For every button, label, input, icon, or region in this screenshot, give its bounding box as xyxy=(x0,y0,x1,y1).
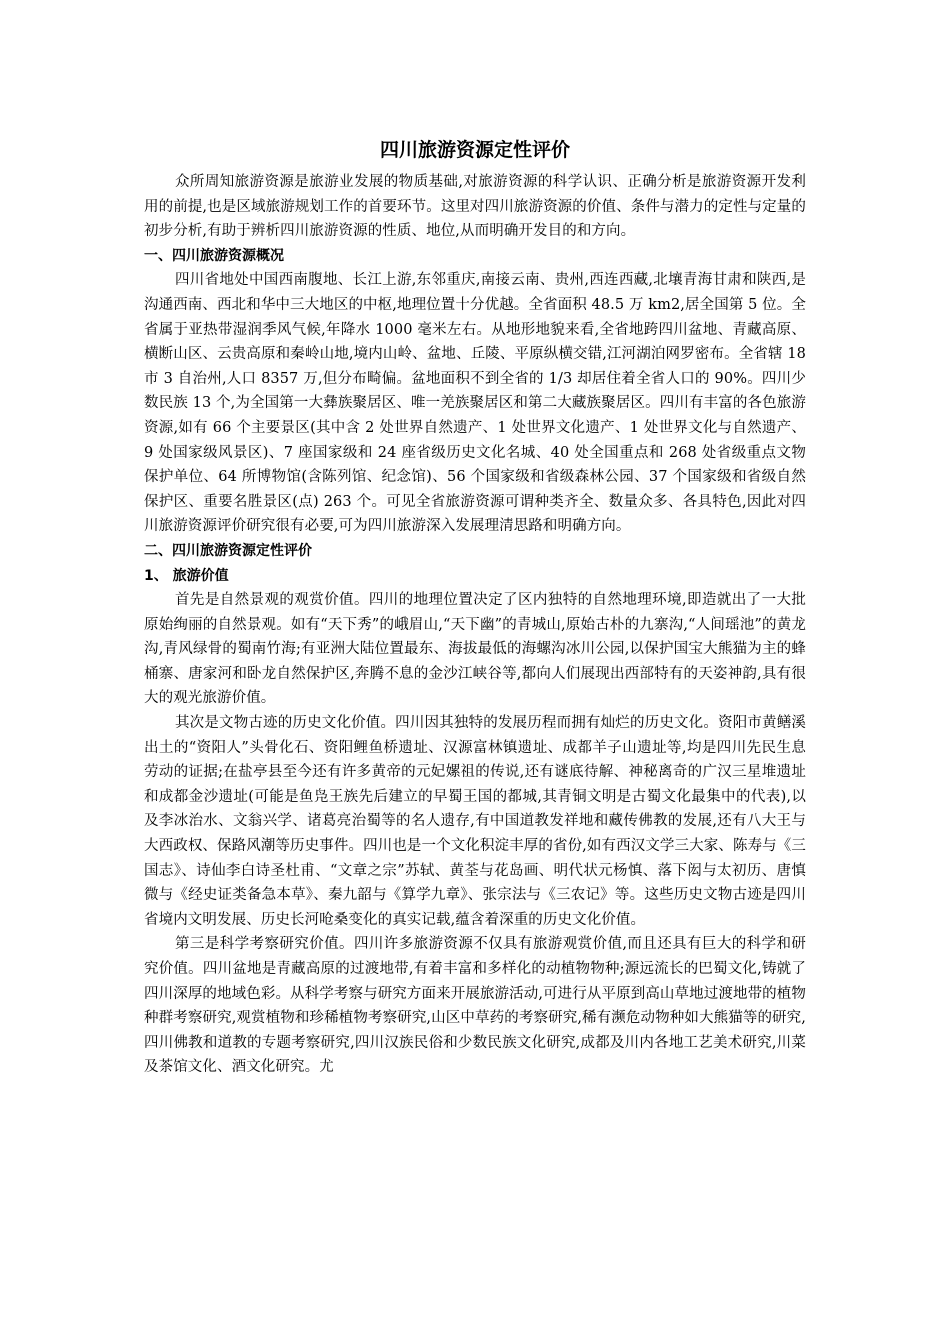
intro-paragraph: 众所周知旅游资源是旅游业发展的物质基础,对旅游资源的科学认识、正确分析是旅游资源开发利用的前提,也是区域旅游规划工作的首要环节。这里对四川旅游资源的价值、条件与潜力的定性与定量的初步分析,有助于辨析四川旅游资源的性质、地位,从而明确开发目的和方向。 xyxy=(144,174,806,240)
document-page xyxy=(144,136,806,1080)
section-2-paragraph-natural: 首先是自然景观的观赏价值。四川的地理位置决定了区内独特的自然地理环境,即造就出了一大批原始绚丽的自然景观。如有“天下秀”的峨眉山,“天下幽”的青城山,原始古朴的九寨沟,“人间瑶池”的黄龙沟,青风绿骨的蜀南竹海;有亚洲大陆位置最东、海拔最低的海螺沟冰川公园,以保护国宝大熊猫为主的蜂桶寨、唐家河和卧龙自然保护区,奔腾不息的金沙江峡谷等,都向人们展现出西部特有的天姿神韵,具有很大的观光旅游价值。 xyxy=(144,592,806,707)
document-title: 四川旅游资源定性评价 xyxy=(379,139,570,161)
section-2-paragraph-history: 其次是文物古迹的历史文化价值。四川因其独特的发展历程而拥有灿烂的历史文化。资阳市黄鳝溪出土的“资阳人”头骨化石、资阳鲤鱼桥遗址、汉源富林镇遗址、成都羊子山遗址等,均是四川先民生息劳动的证据;在盐亭县至今还有许多黄帝的元妃嫘祖的传说,还有谜底待解、神秘离奇的广汉三星堆遗址和成都金沙遗址(可能是鱼凫王族先后建立的早蜀王国的都城,其青铜文明是古蜀文化最集中的代表),以及李冰治水、文翁兴学、诸葛亮治蜀等的名人遗存,有中国道教发祥地和藏传佛教的发展,还有八大王与大西政权、保路风潮等历史事件。四川也是一个文化积淀丰厚的省份,如有西汉文学三大家、陈寿与《三国志》、诗仙李白诗圣杜甫、“文章之宗”苏轼、黄荃与花岛画、明代状元杨慎、落下闳与太初历、唐慎微与《经史证类备急本草》、秦九韶与《算学九章》、张宗法与《三农记》等。这些历史文物古迹是四川省境内文明发展、历史长河呛桑变化的真实记载,蕴含着深重的历史文化价值。 xyxy=(144,715,806,928)
section-1-paragraph: 四川省地处中国西南腹地、长江上游,东邻重庆,南接云南、贵州,西连西藏,北壤青海甘肃和陕西,是沟通西南、西北和华中三大地区的中枢,地理位置十分优越。全省面积 48.5 万 km2,居全国第 5 位。全省属于亚热带湿润季风气候,年降水 1000 毫米左右。从地形地貌来看,全省地跨四川盆地、青藏高原、横断山区、云贵高原和秦岭山地,境内山岭、盆地、丘陵、平原纵横交错,江河湖泊网罗密布。全省辖 18 市 3 自治州,人口 8357 万,但分布畸偏。盆地面积不到全省的 1/3 却居住着全省人口的 90%。四川少数民族 13 个,为全国第一大彝族聚居区、唯一羌族聚居区和第二大藏族聚居区。四川有丰富的各色旅游资源,如有 66 个主要景区(其中含 2 处世界自然遗产、1 处世界文化遗产、1 处世界文化与自然遗产、9 处国家级风景区)、7 座国家级和 24 座省级历史文化名城、40 处全国重点和 268 处省级重点文物保护单位、64 所博物馆(含陈列馆、纪念馆)、56 个国家级和省级森林公园、37 个国家级和省级自然保护区、重要名胜景区(点) 263 个。可见全省旅游资源可谓种类齐全、数量众多、各具特色,因此对四川旅游资源评价研究很有必要,可为四川旅游深入发展理清思路和明确方向。 xyxy=(144,272,806,535)
section-2-paragraph-science: 第三是科学考察研究价值。四川许多旅游资源不仅具有旅游观赏价值,而且还具有巨大的科学和研究价值。四川盆地是青藏高原的过渡地带,有着丰富和多样化的动植物物种;源远流长的巴蜀文化,铸就了四川深厚的地域色彩。从科学考察与研究方面来开展旅游活动,可进行从平原到高山草地过渡地带的植物种群考察研究,观赏植物和珍稀植物考察研究,山区中草药的考察研究,稀有濒危动物种如大熊猫等的研究,四川佛教和道教的专题考察研究,四川汉族民俗和少数民族文化研究,成都及川内各地工艺美术研究,川菜及茶馆文化、酒文化研究。尤 xyxy=(144,936,806,1076)
section-2-subheading: 1、 旅游价值 xyxy=(144,567,229,584)
section-1-heading: 一、四川旅游资源概况 xyxy=(144,247,284,264)
section-2-heading: 二、四川旅游资源定性评价 xyxy=(144,542,312,559)
